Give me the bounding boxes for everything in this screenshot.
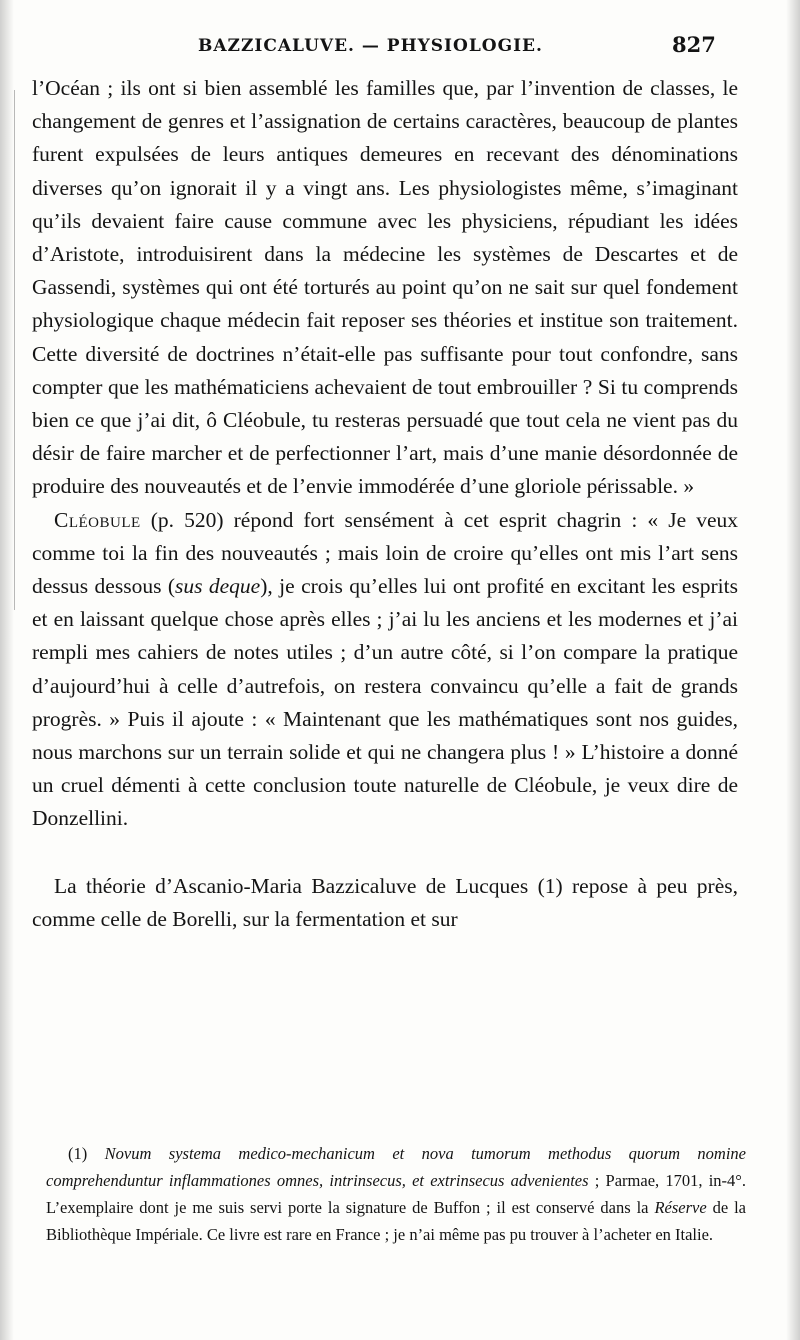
paragraph-1: l’Océan ; ils ont si bien assemblé les familles que, par l’invention de classes, le changement de genres et l’assignation de certains caractères, beaucoup de plantes furent expulsées de leurs antiques demeures en recevant des dénominations diverses qu’on ignorait il y a vingt ans. Les physiologistes même, s’imaginant qu’ils devaient faire cause commune avec les physiciens, répudiant les idées d’Aristote, introduisirent dans la médecine les systèmes de Descartes et de Gassendi, systèmes qui ont été torturés au point qu’on ne sait sur quel fondement physiologique chaque médecin fait reposer ses théories et institue son traitement. Cette diversité de doctrines n’était-elle pas suffisante pour tout confondre, sans compter que les mathématiciens achevaient de tout embrouiller ? Si tu comprends bien ce que j’ai dit, ô Cléobule, tu resteras persuadé que tout cela ne vient pas du désir de faire marcher et de perfectionner l’art, mais d’une manie désordonnée de produire des nouveautés et de l’envie immodérée d’une gloriole périssable. » — [32, 76, 738, 499]
footnote-marker: (1) — [68, 1144, 105, 1163]
right-page-edge — [786, 0, 800, 1340]
paragraph-3: La théorie d’Ascanio-Maria Bazzicaluve de Lucques (1) repose à peu près, comme celle de Borelli, sur la fermentation et sur — [32, 873, 738, 931]
footnote-reserve: Réserve — [654, 1198, 707, 1217]
footnote-publication: ; Parmae, 1701, in-4°. L’exemplaire dont je me suis servi porte la signature de Buffon ; il est conservé dans la — [46, 1171, 746, 1217]
paragraph-2 — [32, 504, 738, 836]
paragraph-2-text-a: (p. 520) répond fort sensément à cet esprit chagrin : « Je veux comme toi la fin des nouveautés ; mais loin de croire qu’elles ont mis l’art sens dessus dessous ( — [32, 507, 738, 599]
left-page-edge — [0, 0, 14, 1340]
page-number: 827 — [672, 32, 716, 57]
footnote-rest: de la Bibliothèque Impériale. Ce livre est rare en France ; je n’ai même pas pu trouver à l’acheter en Italie. — [46, 1198, 746, 1244]
margin-pencil-line — [14, 90, 15, 610]
footnotes — [46, 1140, 746, 1248]
paragraph-2-text-b: ), je crois qu’elles lui ont profité en excitant les esprits et en laissant quelque chose après elles ; j’ai lu les anciens et les modernes et j’ai rempli mes cahiers de notes utiles ; d’un autre côté, si l’on compare la pratique d’aujourd’hui à celle d’autrefois, on restera convaincu qu’elle a fait de grands progrès. » Puis il ajoute : « Maintenant que les mathématiques sont nos guides, nous marchons sur un terrain solide et qui ne changera plus ! » L’histoire a donné un cruel démenti à cette conclusion toute naturelle de Cléobule, je veux dire de Donzellini. — [32, 574, 738, 831]
main-text — [32, 72, 738, 936]
latin-phrase: sus deque — [175, 574, 261, 599]
footnote-title: Novum systema medico-mechanicum et nova tumorum methodus quorum nomine comprehenduntur inflammationes omnes, intrinsecus, et extrinsecus advenientes — [46, 1144, 746, 1190]
running-head — [0, 32, 800, 62]
running-title: BAZZICALUVE. — PHYSIOLOGIE. — [198, 36, 543, 56]
footnote-1 — [46, 1140, 746, 1248]
speaker-name: Cléobule — [54, 507, 141, 532]
